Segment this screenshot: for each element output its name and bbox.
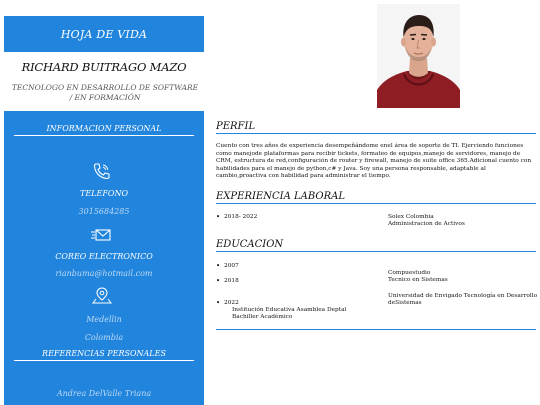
envelope-icon — [90, 225, 114, 245]
personal-info-panel — [4, 111, 204, 405]
location-pin-icon — [90, 286, 114, 306]
country-value: Colombia — [84, 333, 124, 342]
phone-value: 3015684285 — [78, 207, 130, 216]
city-value: Medellin — [86, 315, 122, 324]
education-year: • 2022 — [224, 300, 239, 307]
reference-name: Andrea DelValle Triana — [56, 389, 152, 398]
person-role: TECNOLOGO EN DESARROLLO DE SOFTWARE / EN FORMACIÓN — [11, 83, 199, 102]
perfil-heading: PERFIL — [216, 121, 536, 134]
profile-photo — [377, 4, 460, 108]
phone-icon — [90, 161, 114, 181]
education-institution-degree: Tecnico en Sistemas — [388, 277, 448, 283]
email-value: rianbuma@hotmail.com — [55, 269, 153, 278]
personal-info-heading: INFORMACION PERSONAL — [14, 124, 194, 136]
doc-title-band — [4, 16, 204, 52]
person-name: RICHARD BUITRAGO MAZO — [21, 60, 187, 74]
experience-heading: EXPERIENCIA LABORAL — [216, 191, 536, 204]
doc-title: HOJA DE VIDA — [60, 27, 148, 41]
experience-period: • 2018- 2022 — [224, 214, 257, 221]
references-heading: REFERENCIAS PERSONALES — [14, 349, 194, 361]
education-institution-degree: deSistemas — [388, 300, 422, 306]
education-heading: EDUCACION — [216, 239, 536, 252]
education-year: • 2007 — [224, 263, 239, 270]
experience-position: Administracion de Activos — [388, 221, 465, 227]
experience-company: Solex Colombia — [388, 214, 434, 220]
email-label: COREO ELECTRONICO — [55, 252, 153, 261]
education-year: • 2018 — [224, 278, 239, 285]
education-institution-name: Universidad de Envigado Tecnología en Desarrollo — [388, 293, 538, 299]
sidebar — [4, 0, 204, 405]
perfil-text: Cuento con tres años de experiencia desempeñándome enel área de soporte de TI. Ejerciendo funciones como manejode plataformas para recibir tickets, formateo de equipos,manejo de servidores, manejo de CRM, estructura de red,configuración de router y firewall, manejo de suite office 365.Adicional cuento con habilidades para el manejo de python,c# y Java. Soy una persona responsable, adaptable al cambio,proactiva con habilidad para administrar el tiempo. — [216, 143, 532, 179]
section-divider — [216, 329, 536, 330]
phone-label: TELEFONO — [80, 189, 128, 198]
education-school-name: Institución Educativa Asamblea Deptal — [232, 307, 347, 313]
education-school-degree: Bachiller Académico — [232, 314, 293, 320]
education-institution-name: Compuestudio — [388, 270, 431, 276]
